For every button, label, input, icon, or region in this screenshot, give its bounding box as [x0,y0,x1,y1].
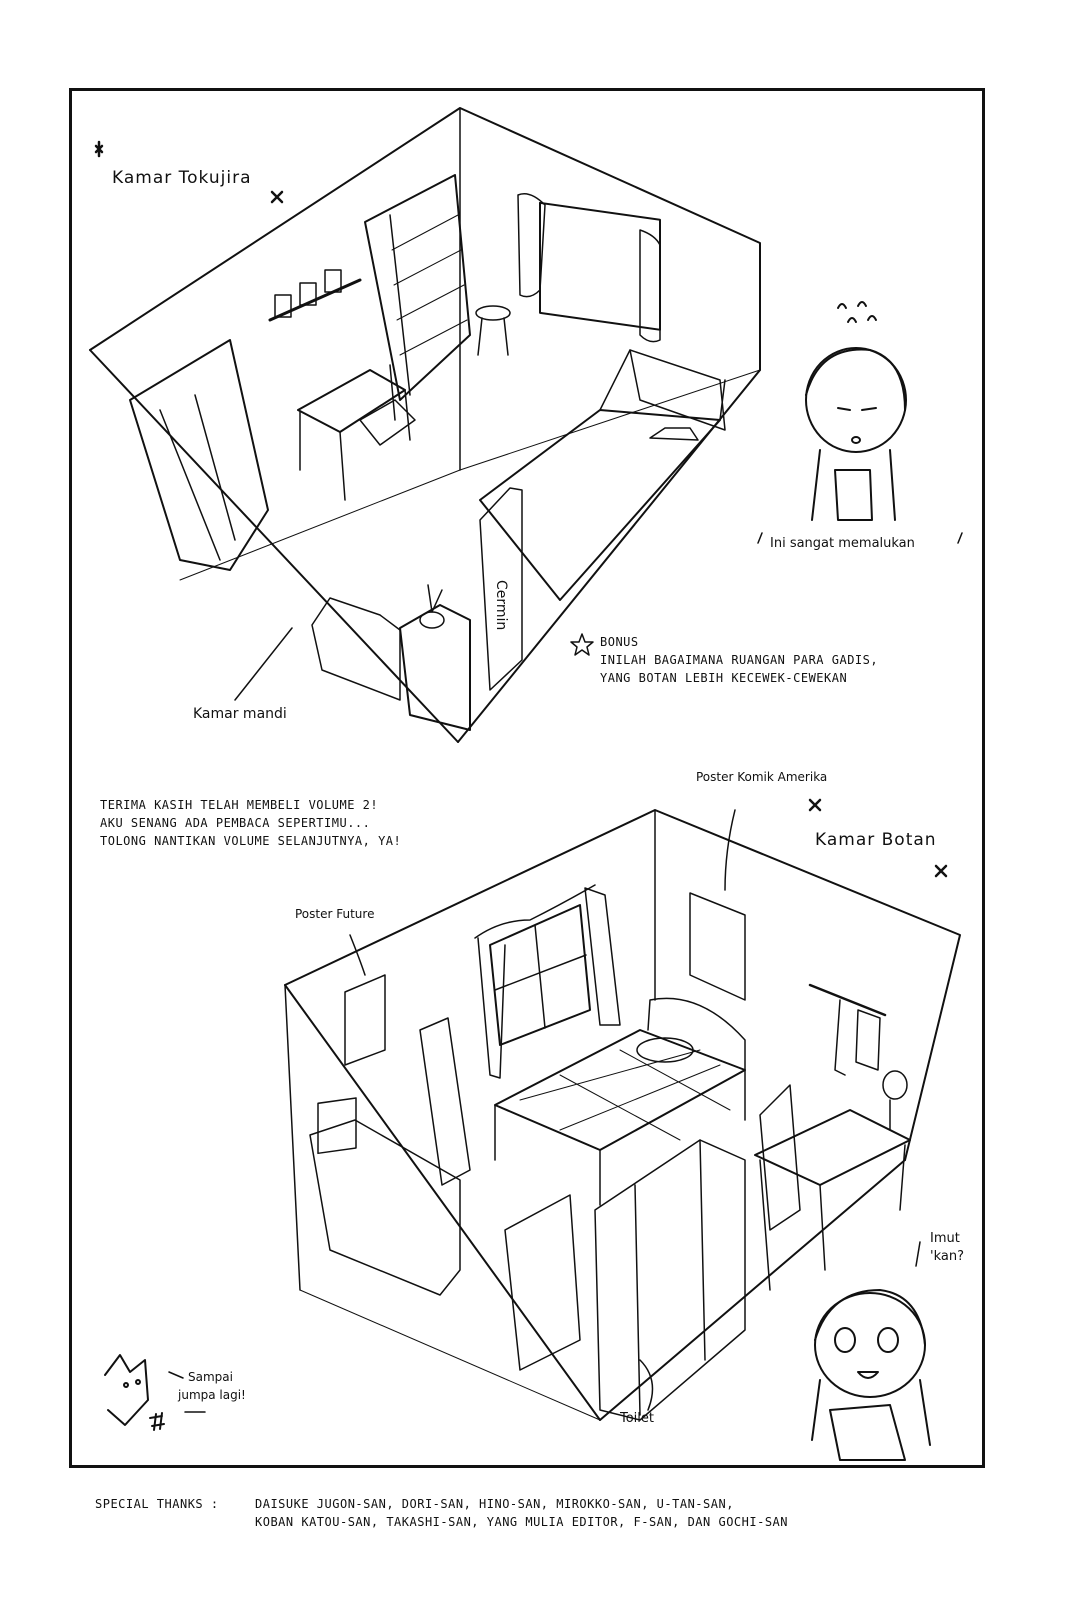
bonus-block [600,633,878,687]
credits-line-2: KOBAN KATOU-SAN, TAKASHI-SAN, YANG MULIA EDITOR, F-SAN, DAN GOCHI-SAN [255,1515,788,1529]
chibi-girl-2 [812,1290,930,1460]
room1-title: Kamar Tokujira [112,168,252,188]
room2-title: Kamar Botan [815,830,937,850]
chibi-girl-1 [806,302,906,520]
credits-names [255,1495,788,1531]
credits-line-1: DAISUKE JUGON-SAN, DORI-SAN, HINO-SAN, MIROKKO-SAN, U-TAN-SAN, [255,1497,734,1511]
bathroom-label: Kamar mandi [193,706,287,722]
thanks-line-3: TOLONG NANTIKAN VOLUME SELANJUTNYA, YA! [100,834,402,848]
bonus-line-1: INILAH BAGAIMANA RUANGAN PARA GADIS, [600,653,879,667]
star-icon [571,634,593,655]
sparkle-icon [810,800,820,810]
toilet-label: Toilet [620,1411,655,1426]
sparkle-icon [96,142,102,156]
poster-comic-label: Poster Komik Amerika [696,770,828,784]
bonus-heading: BONUS [600,635,639,649]
thanks-note [100,796,401,850]
thanks-line-1: TERIMA KASIH TELAH MEMBELI VOLUME 2! [100,798,379,812]
reaction-2 [930,1230,964,1266]
reaction-1: Ini sangat memalukan [770,536,915,551]
reaction-2-line-2: 'kan? [930,1249,964,1264]
credits-label: SPECIAL THANKS : [95,1497,219,1511]
sparkle-icon [936,866,946,876]
bonus-line-2: YANG BOTAN LEBIH KECEWEK-CEWEKAN [600,671,848,685]
signoff [178,1368,246,1404]
signoff-line-1: Sampai [188,1370,233,1384]
reaction-2-line-1: Imut [930,1231,960,1246]
poster-future-label: Poster Future [295,907,375,921]
thanks-line-2: AKU SENANG ADA PEMBACA SEPERTIMU... [100,816,371,830]
signoff-line-2: jumpa lagi! [178,1388,246,1402]
mirror-label: Cermin [493,580,509,631]
sparkle-icon [272,192,282,202]
room2-drawing [285,810,960,1420]
mascot-doodle [105,1355,164,1430]
